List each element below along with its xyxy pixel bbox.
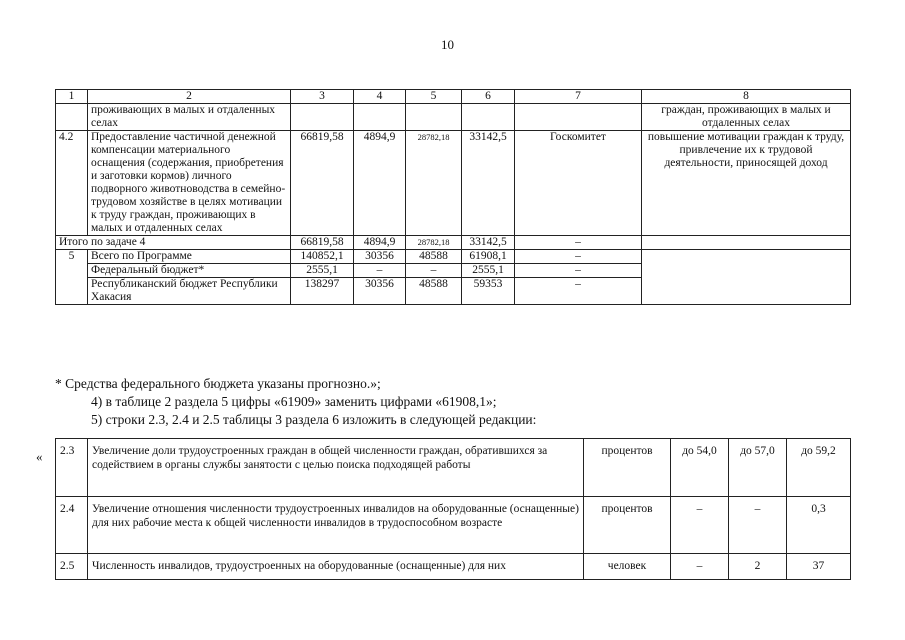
cell-executor: – xyxy=(515,250,642,264)
table-row xyxy=(56,250,851,264)
cell-num: 2.5 xyxy=(56,554,88,580)
cell-num: 2.4 xyxy=(56,497,88,554)
cell-name: проживающих в малых и отдаленных селах xyxy=(88,104,291,131)
header-cell: 1 xyxy=(56,90,88,104)
header-cell: 5 xyxy=(406,90,462,104)
cell-value: до 59,2 xyxy=(787,439,851,497)
table-row xyxy=(56,439,851,497)
cell-name: Всего по Программе xyxy=(88,250,291,264)
cell-value: – xyxy=(406,264,462,278)
open-quote: « xyxy=(36,449,43,464)
cell-unit: процентов xyxy=(584,439,671,497)
cell-value: 48588 xyxy=(406,278,462,305)
itogo-label: Итого по задаче 4 xyxy=(56,236,291,250)
header-cell: 6 xyxy=(462,90,515,104)
cell-value: 59353 xyxy=(462,278,515,305)
cell-value: 61908,1 xyxy=(462,250,515,264)
cell-value: 30356 xyxy=(354,250,406,264)
table-row xyxy=(56,104,851,131)
table-row xyxy=(56,236,851,250)
header-cell: 8 xyxy=(642,90,851,104)
cell-result: повышение мотивации граждан к труду, привлечение их к трудовой деятельности, приносящей доход xyxy=(642,131,851,236)
cell-name: Предоставление частичной денежной компенсации материального оснащения (содержания, приобретения и заготовки кормов) личного подворного животноводства в семейно-трудовом хозяйстве в целях мотивации к труду граждан, проживающих в малых и отдаленных селах xyxy=(88,131,291,236)
cell-num: 2.3 xyxy=(56,439,88,497)
cell-value: – xyxy=(671,554,729,580)
cell-value: 37 xyxy=(787,554,851,580)
cell-indicator: Увеличение отношения численности трудоустроенных инвалидов на оборудованные (оснащенные) для них рабочие места к общей численности инвалидов в трудоспособном возрасте xyxy=(88,497,584,554)
cell-value: 30356 xyxy=(354,278,406,305)
cell-value: – xyxy=(354,264,406,278)
cell-value: до 57,0 xyxy=(729,439,787,497)
cell-executor: Госкомитет xyxy=(515,131,642,236)
cell-value: до 54,0 xyxy=(671,439,729,497)
cell-value: 2 xyxy=(729,554,787,580)
cell-value: 66819,58 xyxy=(291,131,354,236)
cell-value: 138297 xyxy=(291,278,354,305)
cell-executor: – xyxy=(515,236,642,250)
cell-unit: процентов xyxy=(584,497,671,554)
cell-value: 48588 xyxy=(406,250,462,264)
header-cell: 3 xyxy=(291,90,354,104)
amendment-item-4: 4) в таблице 2 раздела 5 цифры «61909» заменить цифрами «61908,1»; xyxy=(91,394,497,409)
cell-name: Федеральный бюджет* xyxy=(88,264,291,278)
cell-value: 0,3 xyxy=(787,497,851,554)
cell-value: 28782,18 xyxy=(406,236,462,250)
cell-value: 66819,58 xyxy=(291,236,354,250)
cell-unit: человек xyxy=(584,554,671,580)
table-row xyxy=(56,497,851,554)
program-table xyxy=(55,89,851,305)
cell-name: Республиканский бюджет Республики Хакасия xyxy=(88,278,291,305)
cell-value: 2555,1 xyxy=(462,264,515,278)
cell-value: 28782,18 xyxy=(406,131,462,236)
page-number: 10 xyxy=(441,37,454,52)
cell-value: 140852,1 xyxy=(291,250,354,264)
header-cell: 4 xyxy=(354,90,406,104)
header-cell: 2 xyxy=(88,90,291,104)
cell-value: – xyxy=(729,497,787,554)
cell-num: 4.2 xyxy=(56,131,88,236)
cell-indicator: Численность инвалидов, трудоустроенных на оборудованные (оснащенные) для них xyxy=(88,554,584,580)
cell-indicator: Увеличение доли трудоустроенных граждан в общей численности граждан, обратившихся за содействием в органы службы занятости с целью поиска подходящей работы xyxy=(88,439,584,497)
cell-value: 4894,9 xyxy=(354,236,406,250)
cell-value: 4894,9 xyxy=(354,131,406,236)
cell-result: граждан, проживающих в малых и отдаленных селах xyxy=(642,104,851,131)
cell-value: 33142,5 xyxy=(462,236,515,250)
indicators-table xyxy=(55,438,851,580)
cell-value: 2555,1 xyxy=(291,264,354,278)
cell-num: 5 xyxy=(56,250,88,305)
table-row xyxy=(56,554,851,580)
cell-executor: – xyxy=(515,278,642,305)
header-cell: 7 xyxy=(515,90,642,104)
cell-value: – xyxy=(671,497,729,554)
cell-value: 33142,5 xyxy=(462,131,515,236)
header-row xyxy=(56,90,851,104)
cell-executor: – xyxy=(515,264,642,278)
amendment-item-5: 5) строки 2.3, 2.4 и 2.5 таблицы 3 раздела 6 изложить в следующей редакции: xyxy=(91,412,537,427)
footnote: * Средства федерального бюджета указаны прогнозно.»; xyxy=(55,376,381,391)
table-row xyxy=(56,131,851,236)
